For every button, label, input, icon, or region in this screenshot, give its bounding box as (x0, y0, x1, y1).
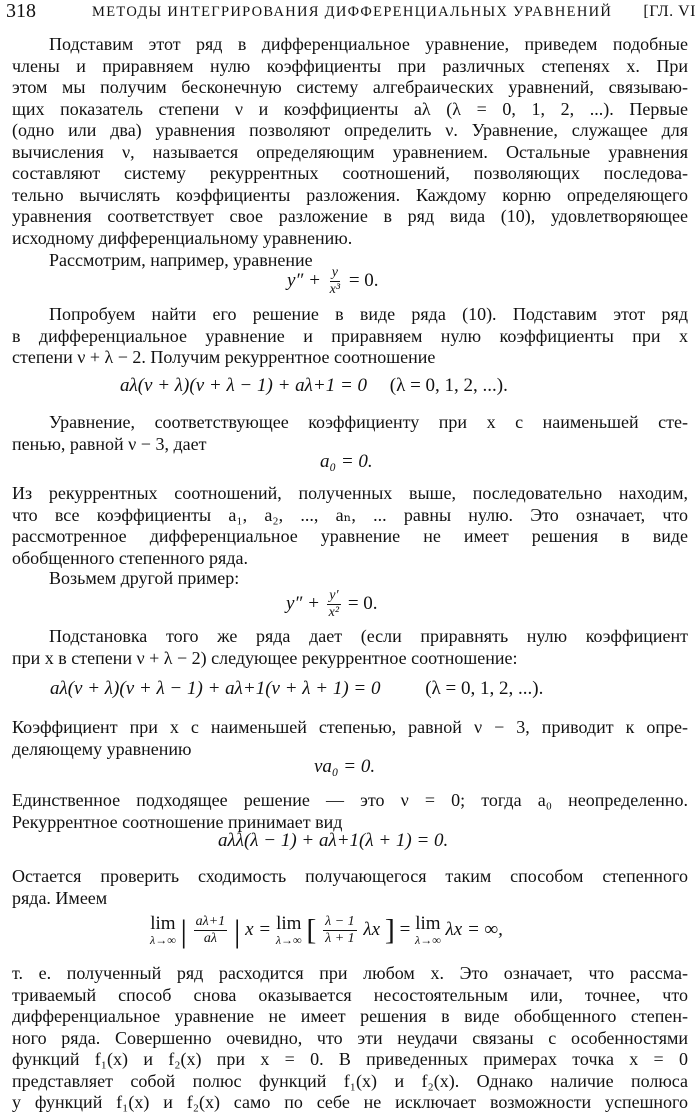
text-line: Остается проверить сходимость получающегося таким способом степенного (12, 866, 688, 886)
text-line: Единственное подходящее решение — это ν = 0; тогда a₀ неопределенно. (12, 790, 688, 810)
text-line: щих показатель степени ν и коэффициенты aλ (λ = 0, 1, 2, ...). Первые (12, 98, 688, 119)
text-line: функций f₁(x) и f₂(x) при x = 0. В приведенных примерах точка x = 0 (12, 1049, 688, 1069)
equation-8 (0, 910, 700, 950)
text-line: Рекуррентное соотношение принимает вид (12, 811, 343, 832)
eq-main: νa₀ = 0. (314, 756, 376, 777)
eq-right: = 0. (347, 592, 378, 614)
fraction-numerator: aλ+1 (195, 914, 226, 930)
eq-main: a₀ = 0. (320, 451, 373, 472)
fraction-numerator: y (331, 265, 338, 280)
eq-main: aλ(ν + λ)(ν + λ − 1) + aλ+1(ν + λ + 1) = 0 (50, 678, 381, 699)
eq-main: aλ(ν + λ)(ν + λ − 1) + aλ+1 = 0 (120, 375, 368, 396)
fraction-denominator: aλ (203, 931, 217, 947)
text-line: степени ν + λ − 2. Получим рекуррентное соотношение (12, 347, 436, 367)
text-line: составляют систему рекуррентных соотношений, позволяющих последова- (12, 163, 688, 183)
eq-note: (λ = 0, 1, 2, ...). (425, 678, 544, 699)
fraction-numerator: λ − 1 (325, 914, 355, 930)
text-line: ряда. Имеем (12, 887, 108, 908)
lim-subscript: λ→∞ (415, 932, 441, 947)
page-number: 318 (6, 0, 36, 22)
equation-1 (0, 265, 700, 298)
paragraph-11 (12, 963, 688, 1114)
text-line: т. е. полученный ряд расходится при любом x. Это означает, что рассма- (12, 963, 688, 983)
text-line: этом мы получим бесконечную систему алгебраических уравнений, связываю- (12, 77, 688, 97)
eq-main: aλλ(λ − 1) + aλ+1(λ + 1) = 0. (218, 830, 449, 851)
text-line: вычисления ν, называется определяющим уравнением. Остальные уравнения (12, 141, 688, 162)
eq-mid: = (399, 919, 411, 940)
text-line: члены и приравняем нулю коэффициенты при различных степенях x. При (12, 55, 688, 76)
paragraph-6 (12, 568, 688, 590)
text-line: у функций f₁(x) и f₂(x) само по себе не исключает возможности успешного (12, 1092, 688, 1112)
text-line: деляющему уравнению (12, 738, 192, 759)
equation-4 (0, 588, 700, 621)
lim-label: lim (276, 912, 302, 934)
text-line: дифференциальное уравнение не имеет решения в виде обобщенного степен- (12, 1006, 688, 1026)
running-title: МЕТОДЫ ИНТЕГРИРОВАНИЯ ДИФФЕРЕНЦИАЛЬНЫХ УРАВНЕНИЙ (92, 4, 613, 20)
text-line: при x в степени ν + λ − 2) следующее рекуррентное соотношение: (12, 647, 518, 668)
text-line: рассмотренное дифференциальное уравнение не имеет решения в виде (12, 526, 688, 546)
eq-right: = 0. (348, 269, 379, 291)
eq-fraction (194, 914, 228, 947)
text-line: обобщенного степенного ряда. (12, 547, 248, 568)
text-line: Из рекуррентных соотношений, полученных выше, последовательно находим, (12, 483, 688, 503)
eq-mid: λx (363, 919, 381, 940)
text-line: исходному дифференциальному уравнению. (12, 227, 353, 248)
fraction-denominator: x² (328, 605, 340, 620)
eq-mid: x = (245, 919, 272, 940)
abs-bar: | (180, 912, 187, 949)
bracket-open: [ (306, 913, 317, 947)
equation-5 (0, 676, 700, 702)
page-header (6, 0, 696, 22)
paragraph-9 (12, 790, 688, 833)
chapter-marker: [ГЛ. VI (643, 3, 696, 20)
fraction-denominator: λ + 1 (325, 931, 355, 947)
paragraph-10 (12, 866, 688, 909)
text-line: представляет собой полюс функций f₁(x) и f₂(x). Однако наличие полюса (12, 1070, 688, 1091)
paragraph-5 (12, 483, 688, 569)
text-line: Уравнение, соответствующее коэффициенту при x с наименьшей сте- (49, 412, 688, 432)
text-line: пенью, равной ν − 3, дает (12, 433, 207, 454)
paragraph-1 (12, 34, 688, 249)
lim-label: lim (150, 912, 176, 934)
text-line: Коэффициент при x с наименьшей степенью, равной ν − 3, приводит к опре- (12, 717, 688, 737)
lim-label: lim (415, 912, 441, 934)
eq-note: (λ = 0, 1, 2, ...). (389, 375, 508, 396)
fraction-numerator: y′ (329, 588, 339, 603)
eq-fraction (323, 914, 357, 947)
text-line: Подстановка того же ряда дает (если приравнять нулю коэффициент (49, 626, 688, 646)
text-line: Рассмотрим, например, уравнение (49, 250, 313, 270)
text-line: в дифференциальное уравнение и приравняем нулю коэффициенты при x (12, 325, 688, 346)
text-line: что все коэффициенты a₁, a₂, ..., aₙ, ... равны нулю. Это означает, что (12, 504, 688, 525)
equation-7 (0, 828, 700, 854)
bracket-close: ] (384, 913, 395, 947)
eq-fraction (328, 265, 342, 298)
paragraph-7 (12, 626, 688, 669)
eq-left: y″ + (286, 592, 320, 614)
limit-operator (150, 912, 176, 947)
text-line: Возьмем другой пример: (49, 568, 240, 588)
paragraph-3 (12, 304, 688, 369)
eq-tail: λx = ∞, (445, 919, 503, 940)
text-line: тельно вычислять коэффициенты разложения. Каждому корню определяющего (12, 184, 688, 205)
abs-bar: | (233, 912, 241, 949)
limit-operator (415, 912, 441, 947)
eq-left: y″ + (287, 269, 321, 291)
lim-subscript: λ→∞ (150, 932, 176, 947)
eq-fraction (327, 588, 341, 621)
text-line: уравнения соответствует свое разложение в ряд вида (10), удовлетворяющее (12, 206, 688, 226)
lim-subscript: λ→∞ (275, 932, 302, 947)
text-line: ного ряда. Совершенно очевидно, что эти неудачи связаны с особенностями (12, 1027, 688, 1048)
fraction-denominator: x³ (329, 282, 341, 297)
text-line: (одно или два) уравнения позволяют определить ν. Уравнение, служащее для (12, 120, 688, 140)
text-line: Подставим этот ряд в дифференциальное уравнение, приведем подобные (49, 34, 688, 54)
equation-6 (0, 754, 700, 780)
text-line: триваемый способ снова оказывается несостоятельным или, точнее, что (12, 984, 688, 1005)
text-line: Попробуем найти его решение в виде ряда (10). Подставим этот ряд (49, 304, 688, 324)
limit-operator (275, 912, 302, 947)
equation-2 (0, 373, 700, 399)
equation-3 (0, 449, 700, 475)
